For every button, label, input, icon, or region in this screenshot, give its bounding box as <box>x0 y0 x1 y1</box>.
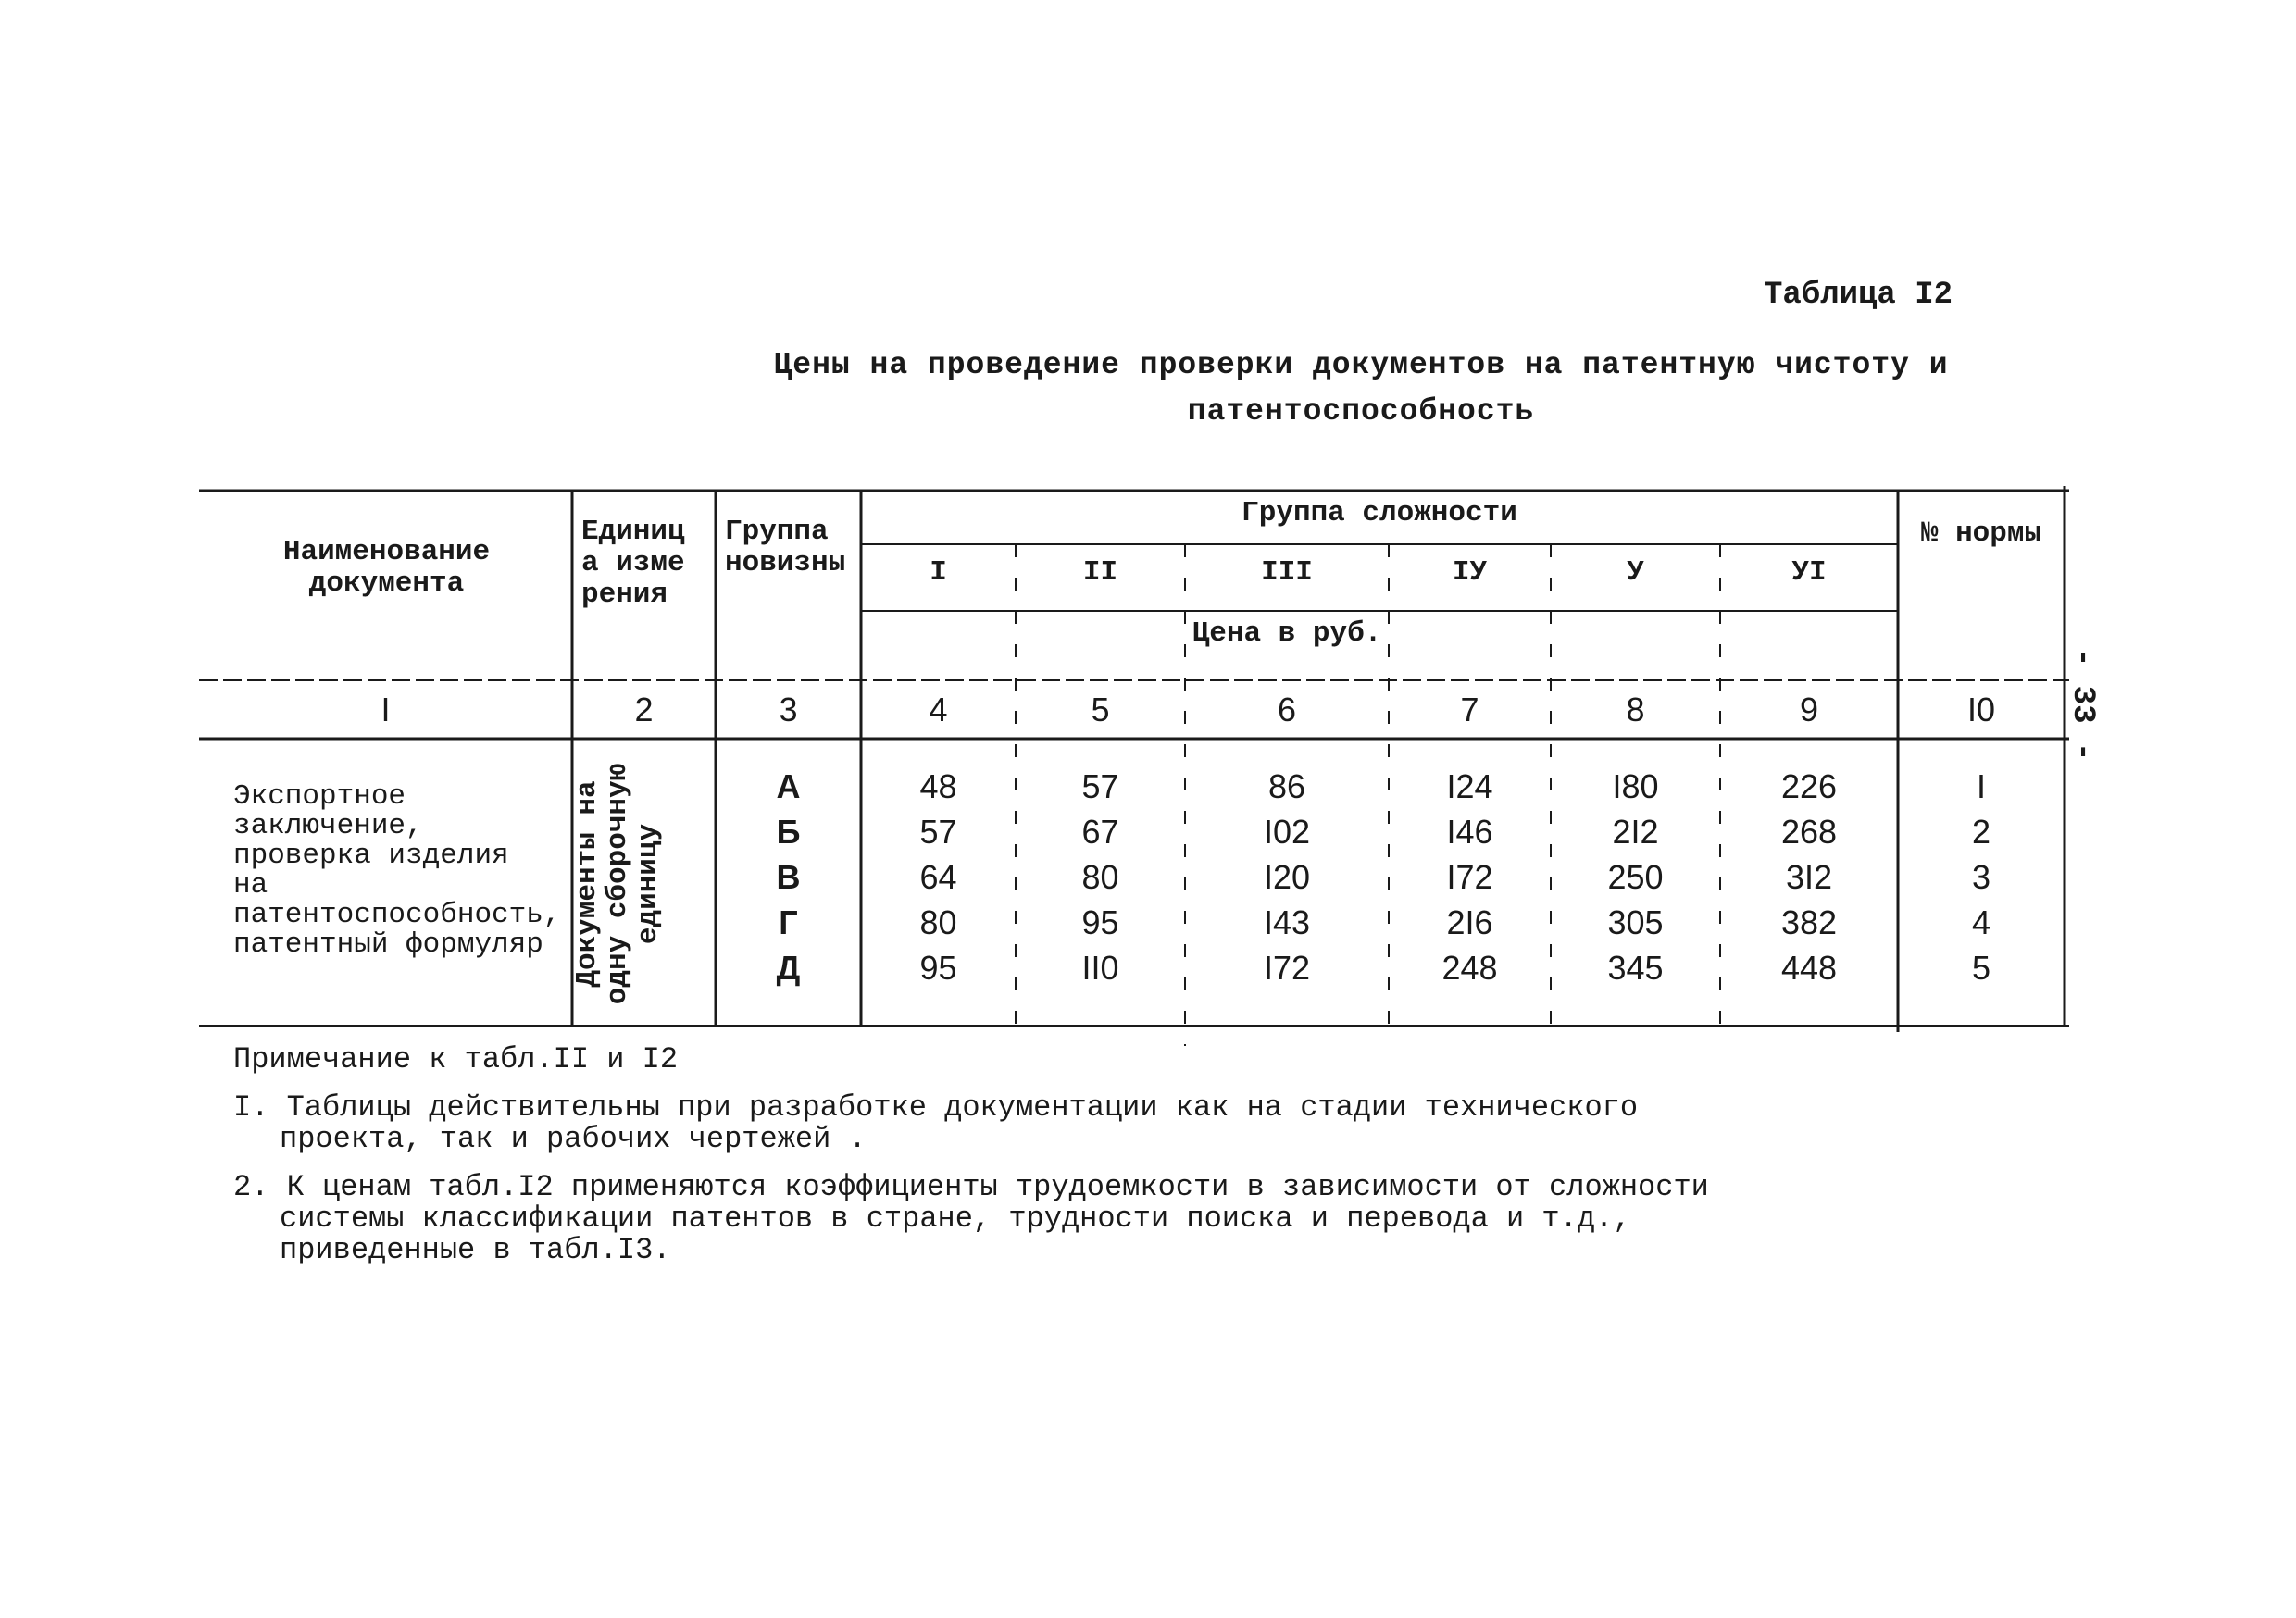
page-number: - 33 - <box>2065 648 2100 762</box>
title-line-2: патентоспособность <box>1187 394 1535 429</box>
price-cell: 305 <box>1607 903 1664 941</box>
price-cell: II0 <box>1081 949 1119 987</box>
header-unit: Единица измерения <box>581 516 685 611</box>
norm-cell: 3 <box>1971 858 1991 896</box>
price-cell: I24 <box>1446 767 1493 805</box>
price-column-2 <box>1016 764 1185 990</box>
level-4: IУ <box>1452 556 1488 589</box>
note-item-1: I. Таблицы действительны при разработке документации как на стадии технического проекта, так и рабочих чертежей . <box>233 1090 1639 1156</box>
price-cell: 268 <box>1780 813 1838 851</box>
norm-cell: 2 <box>1971 813 1991 851</box>
level-5: У <box>1627 556 1644 589</box>
price-cell: 3I2 <box>1785 858 1833 896</box>
price-cell: 95 <box>1081 903 1119 941</box>
norm-cell: 5 <box>1971 949 1991 987</box>
price-cell: I46 <box>1446 813 1493 851</box>
notes <box>233 1044 1709 1283</box>
norm-cell: I <box>1976 767 1986 805</box>
price-column-3 <box>1185 764 1389 990</box>
level-1: I <box>930 556 947 589</box>
column-number: 4 <box>929 691 948 728</box>
document-name: Экспортное заключение, проверка изделия на патентоспособность, патентный формуляр <box>233 780 561 961</box>
column-number: 8 <box>1626 691 1645 728</box>
level-2: II <box>1082 556 1118 589</box>
header-complexity: Группа сложности <box>1242 497 1517 529</box>
price-cell: 95 <box>919 949 957 987</box>
column-number: I0 <box>1966 691 1996 728</box>
norm-cell: 4 <box>1971 903 1991 941</box>
price-cell: 57 <box>1081 767 1119 805</box>
price-column-1 <box>861 764 1016 990</box>
price-cell: I43 <box>1263 903 1311 941</box>
header-name: Наименование документа <box>282 536 491 600</box>
column-number: 6 <box>1277 691 1297 728</box>
price-cell: 2I2 <box>1612 813 1659 851</box>
column-number: 3 <box>779 691 798 728</box>
column-number: 9 <box>1799 691 1819 728</box>
price-cell: 67 <box>1081 813 1119 851</box>
column-number: 5 <box>1091 691 1110 728</box>
price-cell: 80 <box>1081 858 1119 896</box>
price-cell: I20 <box>1263 858 1311 896</box>
price-cell: I72 <box>1446 858 1493 896</box>
price-column-4 <box>1389 764 1551 990</box>
price-cell: 248 <box>1441 949 1498 987</box>
price-cell: 448 <box>1780 949 1838 987</box>
price-cell: 86 <box>1267 767 1306 805</box>
price-cell: I72 <box>1263 949 1311 987</box>
header-norm: № нормы <box>1920 517 2042 550</box>
price-cell: 226 <box>1780 767 1838 805</box>
price-column-5 <box>1551 764 1720 990</box>
column-number: 7 <box>1460 691 1479 728</box>
price-cell: 2I6 <box>1446 903 1493 941</box>
title-line-1: Цены на проведение проверки документов на патентную чистоту и <box>773 348 1949 382</box>
price-cell: 48 <box>919 767 957 805</box>
column-number: I <box>381 691 391 728</box>
level-6: УI <box>1791 556 1827 589</box>
level-3: III <box>1261 556 1313 589</box>
price-cell: 80 <box>919 903 957 941</box>
norm-column <box>1898 764 2065 990</box>
price-cell: 345 <box>1607 949 1664 987</box>
column-number: 2 <box>634 691 654 728</box>
price-cell: I80 <box>1612 767 1659 805</box>
price-cell: 250 <box>1607 858 1664 896</box>
price-cell: 382 <box>1780 903 1838 941</box>
table-label: Таблица I2 <box>1764 278 1953 313</box>
price-column-6 <box>1720 764 1898 990</box>
note-item-2: 2. К ценам табл.I2 применяются коэффициенты трудоемкости в зависимости от сложности системы классификации патентов в стране, трудности поиска и перевода и т.д., приведенные в табл.I3. <box>233 1170 1709 1267</box>
price-cell: I02 <box>1263 813 1311 851</box>
header-price: Цена в руб. <box>1192 617 1382 650</box>
header-group: Группа новизны <box>725 516 846 579</box>
price-cell: 57 <box>919 813 957 851</box>
unit-of-measure: Документы на одну сборочную единицу <box>571 763 665 1005</box>
notes-heading: Примечание к табл.II и I2 <box>233 1042 679 1077</box>
price-cell: 64 <box>919 858 957 896</box>
novelty-group: А Б В Г Д <box>776 767 801 987</box>
